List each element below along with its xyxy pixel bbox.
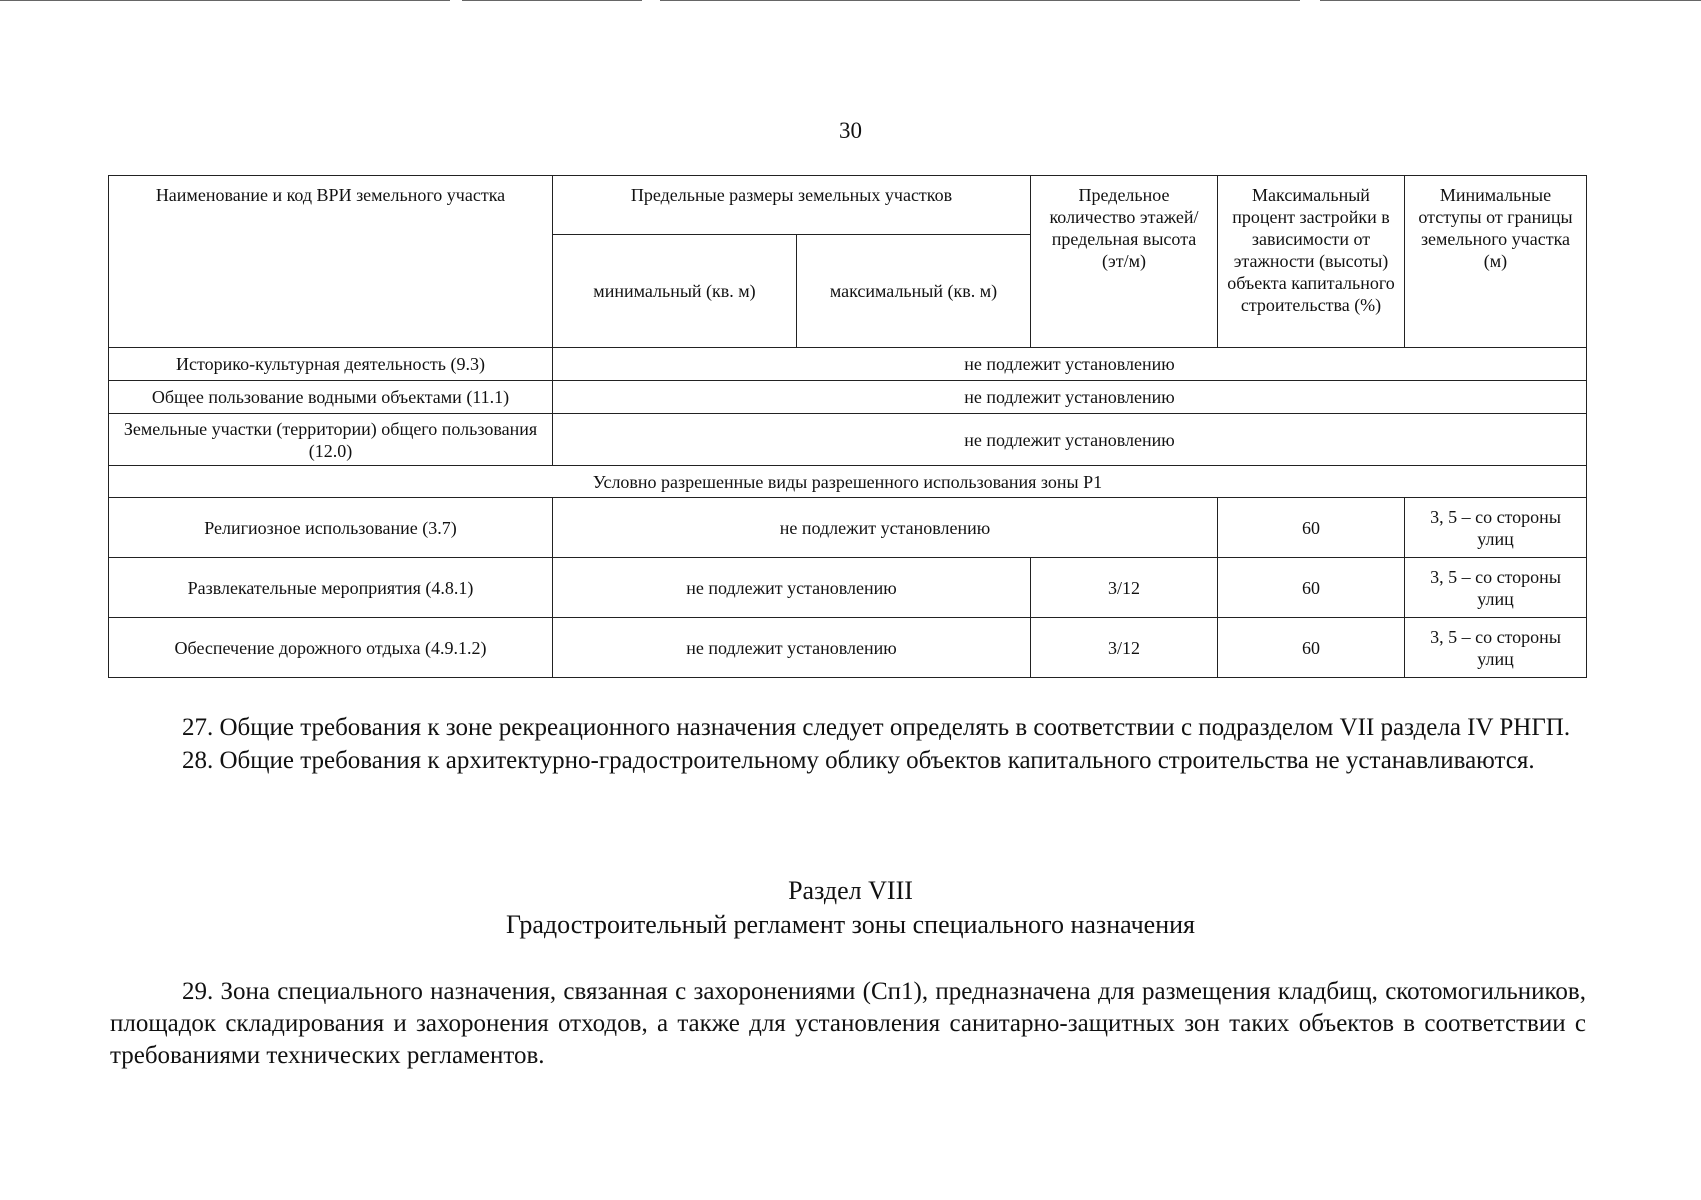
table-row bbox=[109, 381, 1587, 414]
header-floors: Предельное количество этажей/ предельная высота (эт/м) bbox=[1031, 176, 1218, 348]
row-name: Земельные участки (территории) общего пользования (12.0) bbox=[109, 414, 553, 466]
row-setback: 3, 5 – со стороны улиц bbox=[1405, 618, 1587, 678]
row-value: не подлежит установлению bbox=[553, 414, 1587, 466]
table-section-row bbox=[109, 466, 1587, 498]
paragraphs-27-28 bbox=[110, 711, 1586, 777]
table-header-row bbox=[109, 176, 1587, 235]
header-sizes: Предельные размеры земельных участков bbox=[553, 176, 1031, 235]
section-heading bbox=[0, 874, 1701, 942]
row-percent: 60 bbox=[1218, 498, 1405, 558]
table-row bbox=[109, 558, 1587, 618]
row-setback: 3, 5 – со стороны улиц bbox=[1405, 498, 1587, 558]
header-max: максимальный (кв. м) bbox=[797, 235, 1031, 348]
regulations-table bbox=[108, 175, 1587, 678]
row-name: Развлекательные мероприятия (4.8.1) bbox=[109, 558, 553, 618]
paragraph-28: 28. Общие требования к архитектурно-градостроительному облику объектов капитального строительства не устанавливаются. bbox=[182, 747, 1535, 774]
paragraph-29: 29. Зона специального назначения, связанная с захоронениями (Сп1), предназначена для размещения кладбищ, скотомогильников, площадок складирования и захоронения отходов, а также для установления санитарно-защитных зон таких объектов в соответствии с требованиями технических регламентов. bbox=[110, 978, 1586, 1069]
header-setback: Минимальные отступы от границы земельного участка (м) bbox=[1405, 176, 1587, 348]
row-sizes: не подлежит установлению bbox=[553, 618, 1031, 678]
paragraph-27: 27. Общие требования к зоне рекреационного назначения следует определять в соответствии с подразделом VII раздела IV РНГП. bbox=[182, 714, 1571, 741]
row-percent: 60 bbox=[1218, 558, 1405, 618]
row-percent: 60 bbox=[1218, 618, 1405, 678]
section-number: Раздел VIII bbox=[788, 876, 913, 905]
table-row bbox=[109, 618, 1587, 678]
row-value: не подлежит установлению bbox=[553, 348, 1587, 381]
row-value: не подлежит установлению bbox=[553, 381, 1587, 414]
table-row bbox=[109, 348, 1587, 381]
table-row bbox=[109, 498, 1587, 558]
row-floors: 3/12 bbox=[1031, 558, 1218, 618]
row-sizes: не подлежит установлению bbox=[553, 558, 1031, 618]
page-number: 30 bbox=[839, 118, 862, 143]
row-name: Религиозное использование (3.7) bbox=[109, 498, 553, 558]
table-row bbox=[109, 414, 1587, 466]
row-name: Общее пользование водными объектами (11.1) bbox=[109, 381, 553, 414]
section-row-label: Условно разрешенные виды разрешенного использования зоны Р1 bbox=[109, 466, 1587, 498]
header-percent: Максимальный процент застройки в зависимости от этажности (высоты) объекта капитального строительства (%) bbox=[1218, 176, 1405, 348]
row-setback: 3, 5 – со стороны улиц bbox=[1405, 558, 1587, 618]
row-name: Обеспечение дорожного отдыха (4.9.1.2) bbox=[109, 618, 553, 678]
row-sizes-floors: не подлежит установлению bbox=[553, 498, 1218, 558]
row-floors: 3/12 bbox=[1031, 618, 1218, 678]
header-name: Наименование и код ВРИ земельного участка bbox=[109, 176, 553, 348]
scan-top-border bbox=[0, 0, 1701, 3]
header-min: минимальный (кв. м) bbox=[553, 235, 797, 348]
row-name: Историко-культурная деятельность (9.3) bbox=[109, 348, 553, 381]
paragraph-29-block bbox=[110, 976, 1586, 1072]
section-title: Градостроительный регламент зоны специального назначения bbox=[505, 910, 1196, 939]
